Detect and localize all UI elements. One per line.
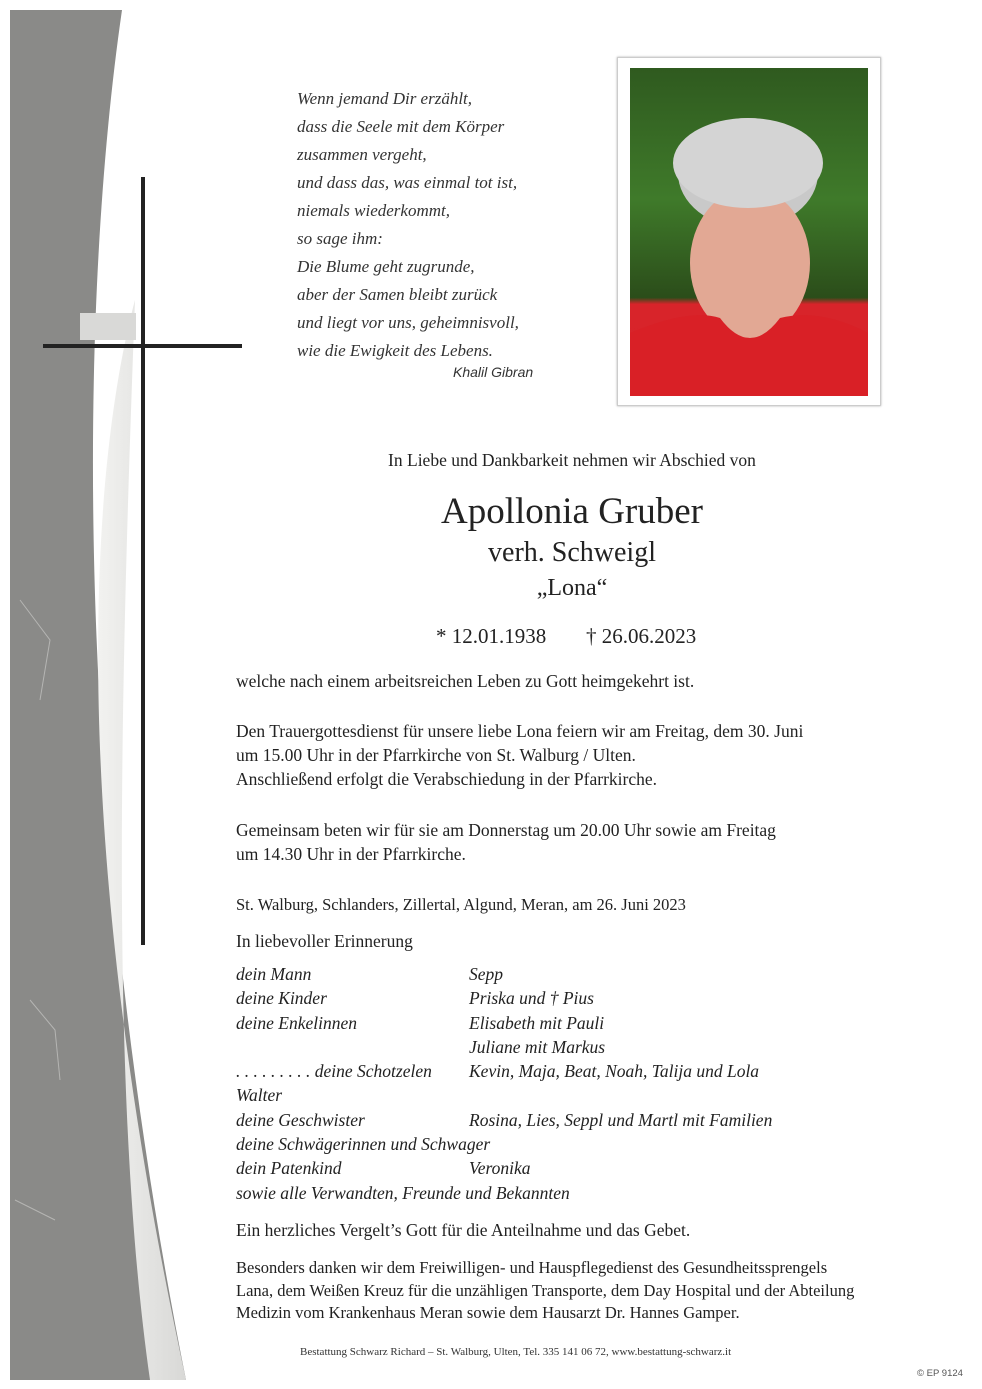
family-row	[236, 1059, 772, 1083]
poem-line: aber der Samen bleibt zurück	[297, 285, 498, 304]
nickname: „Lona“	[536, 575, 608, 601]
deceased-name: Apollonia Gruber	[440, 491, 704, 532]
poem-line: und liegt vor uns, geheimnisvoll,	[297, 313, 519, 332]
family-row	[236, 1011, 772, 1035]
portrait-photo	[630, 68, 868, 396]
poem-line: wie die Ewigkeit des Lebens.	[297, 341, 493, 360]
names: Elisabeth mit Pauli	[469, 1012, 605, 1033]
marble-border-decoration	[0, 0, 260, 1389]
relation: dein Mann	[236, 964, 312, 984]
names: Rosina, Lies, Seppl und Martl mit Familien	[469, 1109, 773, 1130]
poem-line: Die Blume geht zugrunde,	[297, 257, 475, 276]
poem-line: so sage ihm:	[297, 229, 383, 248]
names: Priska und † Pius	[469, 988, 594, 1009]
family-row	[236, 1181, 772, 1205]
text-line: Medizin vom Krankenhaus Meran sowie dem Hausarzt Dr. Hannes Gamper.	[236, 1303, 740, 1322]
text-line: um 14.30 Uhr in der Pfarrkirche.	[236, 844, 466, 864]
death-date: † 26.06.2023	[586, 624, 697, 648]
memory-heading: In liebevoller Erinnerung	[236, 931, 413, 951]
family-row	[236, 1156, 772, 1180]
family-row	[236, 1083, 772, 1107]
names: Sepp	[469, 964, 504, 984]
funeral-home-footer: Bestattung Schwarz Richard – St. Walburg, Ulten, Tel. 335 141 06 72, www.bestattung-schwarz.it	[300, 1346, 732, 1358]
text-line: Gemeinsam beten wir für sie am Donnerstag um 20.00 Uhr sowie am Freitag	[236, 820, 776, 840]
poem-line: Wenn jemand Dir erzählt,	[297, 89, 473, 108]
relation: deine Kinder	[236, 988, 327, 1009]
poem-line: niemals wiederkommt,	[297, 201, 450, 220]
relation: deine Schwägerinnen und Schwager	[236, 1134, 491, 1155]
relation: deine Enkelinnen	[236, 1012, 357, 1033]
intro-text: In Liebe und Dankbarkeit nehmen wir Abschied von	[388, 450, 756, 470]
family-row	[236, 986, 772, 1010]
text-line: Anschließend erfolgt die Verabschiedung in der Pfarrkirche.	[236, 769, 657, 789]
family-list	[236, 962, 772, 1205]
text-line: um 15.00 Uhr in der Pfarrkirche von St. Walburg / Ulten.	[236, 745, 636, 765]
names: Veronika	[469, 1158, 531, 1179]
thanks-text: Ein herzliches Vergelt’s Gott für die Anteilnahme und das Gebet.	[236, 1220, 691, 1240]
names: Kevin, Maja, Beat, Noah, Talija und Lola	[469, 1061, 760, 1082]
birth-date: * 12.01.1938	[436, 624, 547, 648]
relation	[236, 1035, 469, 1059]
family-row	[236, 1035, 772, 1059]
special-thanks	[236, 1257, 854, 1325]
poem-line: zusammen vergeht,	[297, 145, 427, 164]
poem-line: dass die Seele mit dem Körper	[297, 117, 505, 136]
text-line: Lana, dem Weißen Kreuz für die unzähligen Transporte, dem Day Hospital und der Abteilung	[236, 1280, 855, 1300]
text-line: Besonders danken wir dem Freiwilligen- und Hauspflegedienst des Gesundheitssprengels	[236, 1258, 828, 1277]
family-row	[236, 1132, 772, 1156]
relation: dein Patenkind	[236, 1158, 342, 1179]
text-homecoming: welche nach einem arbeitsreichen Leben zu Gott heimgekehrt ist.	[236, 671, 695, 691]
relation: . . . . . . . . . deine Schotzelen	[236, 1061, 432, 1082]
funeral-info	[236, 719, 803, 791]
relation: Walter	[236, 1085, 283, 1106]
ep-code: © EP 9124	[917, 1368, 963, 1379]
names: Juliane mit Markus	[469, 1036, 606, 1057]
text-line: Den Trauergottesdienst für unsere liebe Lona feiern wir am Freitag, dem 30. Juni	[236, 721, 804, 741]
portrait-photo-frame	[617, 57, 881, 406]
poem-line: und dass das, was einmal tot ist,	[297, 173, 518, 192]
prayer-info	[236, 818, 776, 866]
relation: deine Geschwister	[236, 1109, 365, 1130]
poem	[297, 85, 533, 383]
poem-author: Khalil Gibran	[453, 364, 534, 380]
place-date: St. Walburg, Schlanders, Zillertal, Algund, Meran, am 26. Juni 2023	[236, 895, 686, 914]
family-row	[236, 962, 772, 986]
married-name: verh. Schweigl	[488, 537, 656, 568]
family-row	[236, 1108, 772, 1132]
relation: sowie alle Verwandten, Freunde und Bekannten	[236, 1182, 570, 1203]
